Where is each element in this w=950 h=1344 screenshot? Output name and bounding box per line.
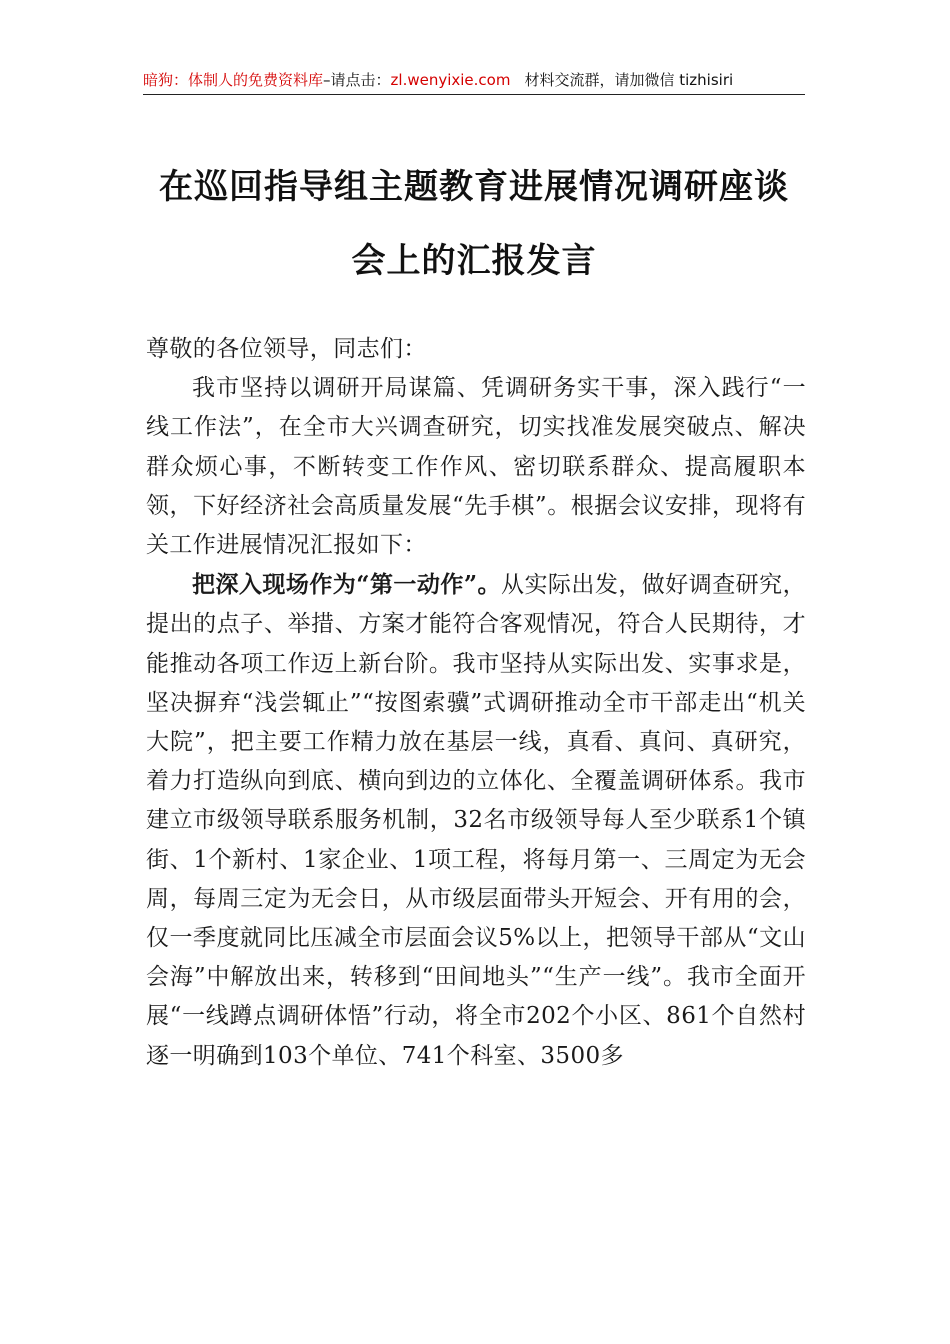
page-header: [143, 66, 805, 95]
section-1-heading: 把深入现场作为“第一动作”。: [192, 571, 501, 599]
paragraph-intro: 我市坚持以调研开局谋篇、凭调研务实干事，深入践行“一线工作法”，在全市大兴调查研究，切实找准发展突破点、解决群众烦心事，不断转变工作作风、密切联系群众、提高履职本领，下好经济社会高质量发展“先手棋”。根据会议安排，现将有关工作进展情况汇报如下：: [146, 375, 806, 559]
salutation: 尊敬的各位领导，同志们：: [146, 336, 427, 362]
header-site-link[interactable]: zl.wenyixie.com: [390, 71, 511, 89]
header-click-prompt: –请点击：: [323, 71, 391, 89]
header-brand: 暗狗：体制人的免费资料库: [143, 71, 324, 89]
section-1-body: 从实际出发，做好调查研究，提出的点子、举措、方案才能符合客观情况，符合人民期待，才能推动各项工作迈上新台阶。我市坚持从实际出发、实事求是，坚决摒弃“浅尝辄止”“按图索骥”式调研推动全市干部走出“机关大院”，把主要工作精力放在基层一线，真看、真问、真研究，着力打造纵向到底、横向到边的立体化、全覆盖调研体系。我市建立市级领导联系服务机制，32名市级领导每人至少联系1个镇街、1个新村、1家企业、1项工程，将每月第一、三周定为无会周，每周三定为无会日，从市级层面带头开短会、开有用的会，仅一季度就同比压减全市层面会议5%以上，把领导干部从“文山会海”中解放出来，转移到“田间地头”“生产一线”。我市全面开展“一线蹲点调研体悟”行动，将全市202个小区、861个自然村逐一明确到103个单位、741个科室、3500多: [146, 572, 807, 1069]
header-wechat-note: 材料交流群，请加微信 tizhisiri: [524, 71, 734, 89]
document-title: [143, 150, 805, 298]
title-line-1: 在巡回指导组主题教育进展情况调研座谈: [159, 167, 789, 207]
title-line-2: 会上的汇报发言: [351, 241, 597, 281]
paragraph-section-1: [146, 565, 806, 1076]
document-body: [146, 330, 806, 1076]
